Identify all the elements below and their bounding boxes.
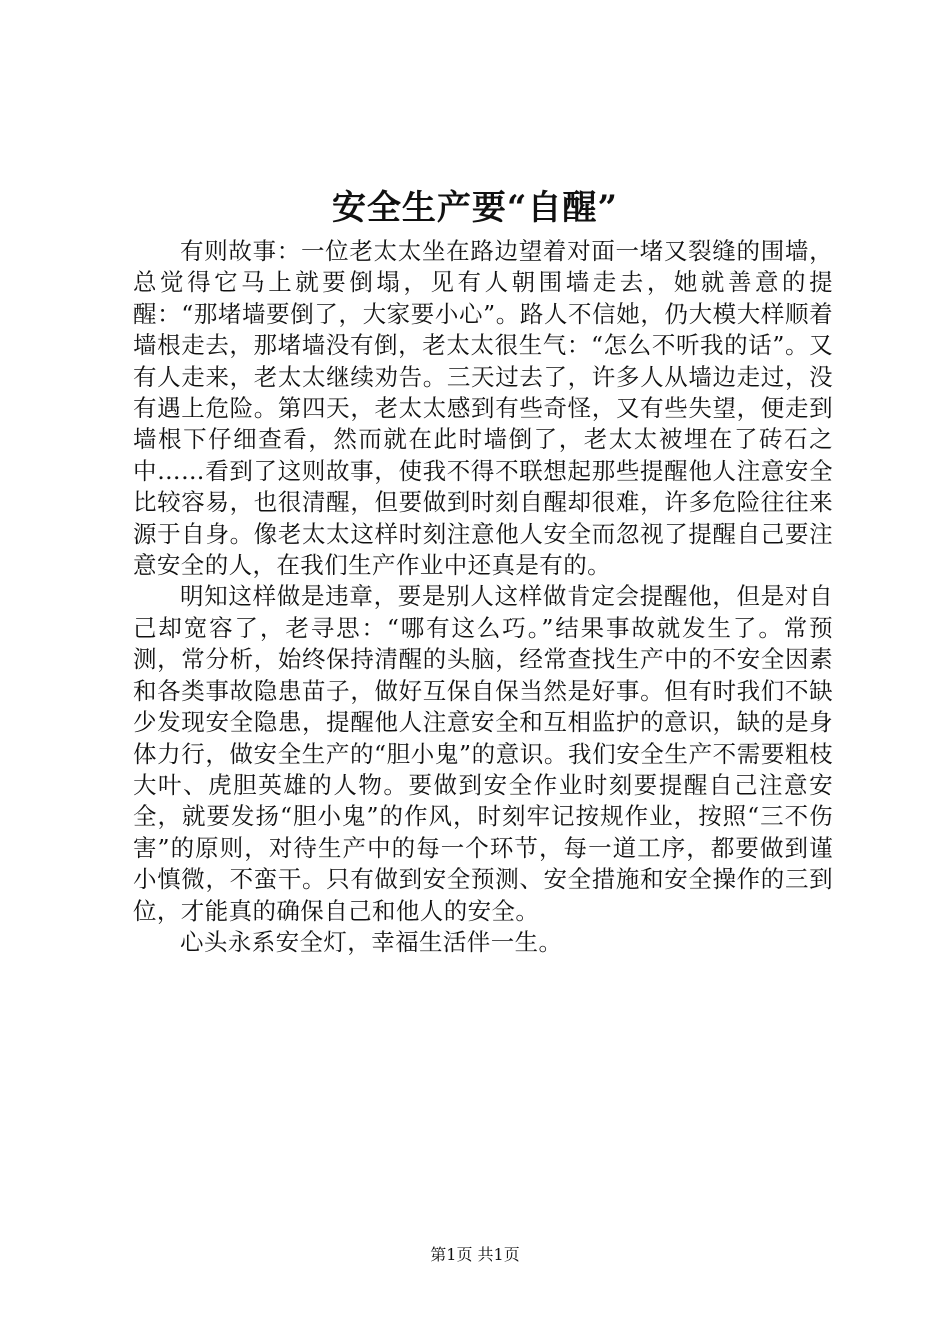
document-body <box>133 236 833 958</box>
paragraph-1: 有则故事：一位老太太坐在路边望着对面一堵又裂缝的围墙，总觉得它马上就要倒塌，见有人朝围墙走去，她就善意的提醒：“那堵墙要倒了，大家要小心”。路人不信她，仍大模大样顺着墙根走去，那堵墙没有倒，老太太很生气：“怎么不听我的话”。又有人走来，老太太继续劝告。三天过去了，许多人从墙边走过，没有遇上危险。第四天，老太太感到有些奇怪，又有些失望，便走到墙根下仔细查看，然而就在此时墙倒了，老太太被埋在了砖石之中……看到了这则故事，使我不得不联想起那些提醒他人注意安全比较容易，也很清醒，但要做到时刻自醒却很难，许多危险往往来源于自身。像老太太这样时刻注意他人安全而忽视了提醒自己要注意安全的人，在我们生产作业中还真是有的。 <box>133 237 833 580</box>
paragraph-3: 心头永系安全灯，幸福生活伴一生。 <box>180 927 563 956</box>
document-title: 安全生产要“自醒” <box>331 188 619 228</box>
page-footer: 第1页 共1页 <box>430 1245 520 1264</box>
paragraph-2: 明知这样做是违章，要是别人这样做肯定会提醒他，但是对自己却宽容了，老寻思：“哪有这么巧。”结果事故就发生了。常预测，常分析，始终保持清醒的头脑，经常查找生产中的不安全因素和各类事故隐患苗子，做好互保自保当然是好事。但有时我们不缺少发现安全隐患，提醒他人注意安全和互相监护的意识，缺的是身体力行，做安全生产的“胆小鬼”的意识。我们安全生产不需要粗枝大叶、虎胆英雄的人物。要做到安全作业时刻要提醒自己注意安全，就要发扬“胆小鬼”的作风，时刻牢记按规作业，按照“三不伤害”的原则，对待生产中的每一个环节，每一道工序，都要做到谨小慎微，不蛮干。只有做到安全预测、安全措施和安全操作的三到位，才能真的确保自己和他人的安全。 <box>133 582 833 925</box>
